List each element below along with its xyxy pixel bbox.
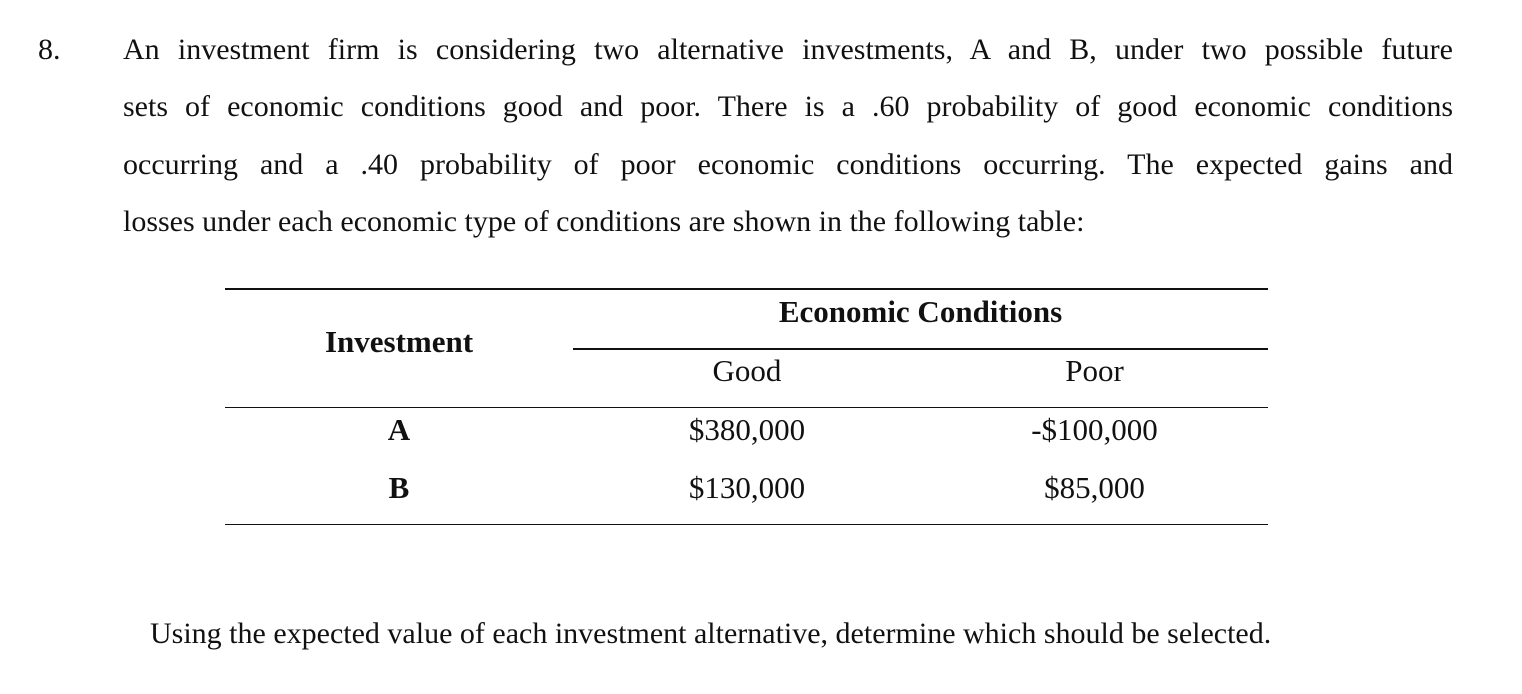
question-number: 8. — [38, 33, 61, 66]
group-header-rule — [573, 348, 1268, 350]
investment-label: B — [388, 470, 410, 505]
investment-label: A — [387, 412, 411, 447]
table-top-rule — [225, 288, 1268, 290]
investment-header: Investment — [324, 324, 474, 359]
poor-value: -$100,000 — [1031, 412, 1158, 447]
column-header-good: Good — [712, 353, 782, 388]
good-value: $380,000 — [688, 412, 806, 447]
closing-instruction: Using the expected value of each investment alternative, determine which should be selected. — [150, 617, 1272, 650]
header-bottom-rule — [225, 407, 1268, 408]
poor-value: $85,000 — [1044, 470, 1145, 505]
economic-conditions-header: Economic Conditions — [778, 294, 1063, 329]
question-line: sets of economic conditions good and poor. There is a .60 probability of good economic conditions — [123, 90, 1453, 123]
column-header-poor: Poor — [1065, 353, 1124, 388]
question-line: losses under each economic type of conditions are shown in the following table: — [123, 205, 1085, 238]
good-value: $130,000 — [688, 470, 806, 505]
question-line: occurring and a .40 probability of poor economic conditions occurring. The expected gains and — [123, 148, 1453, 181]
question-line: An investment firm is considering two alternative investments, A and B, under two possible future — [123, 33, 1453, 66]
table-bottom-rule — [225, 524, 1268, 525]
